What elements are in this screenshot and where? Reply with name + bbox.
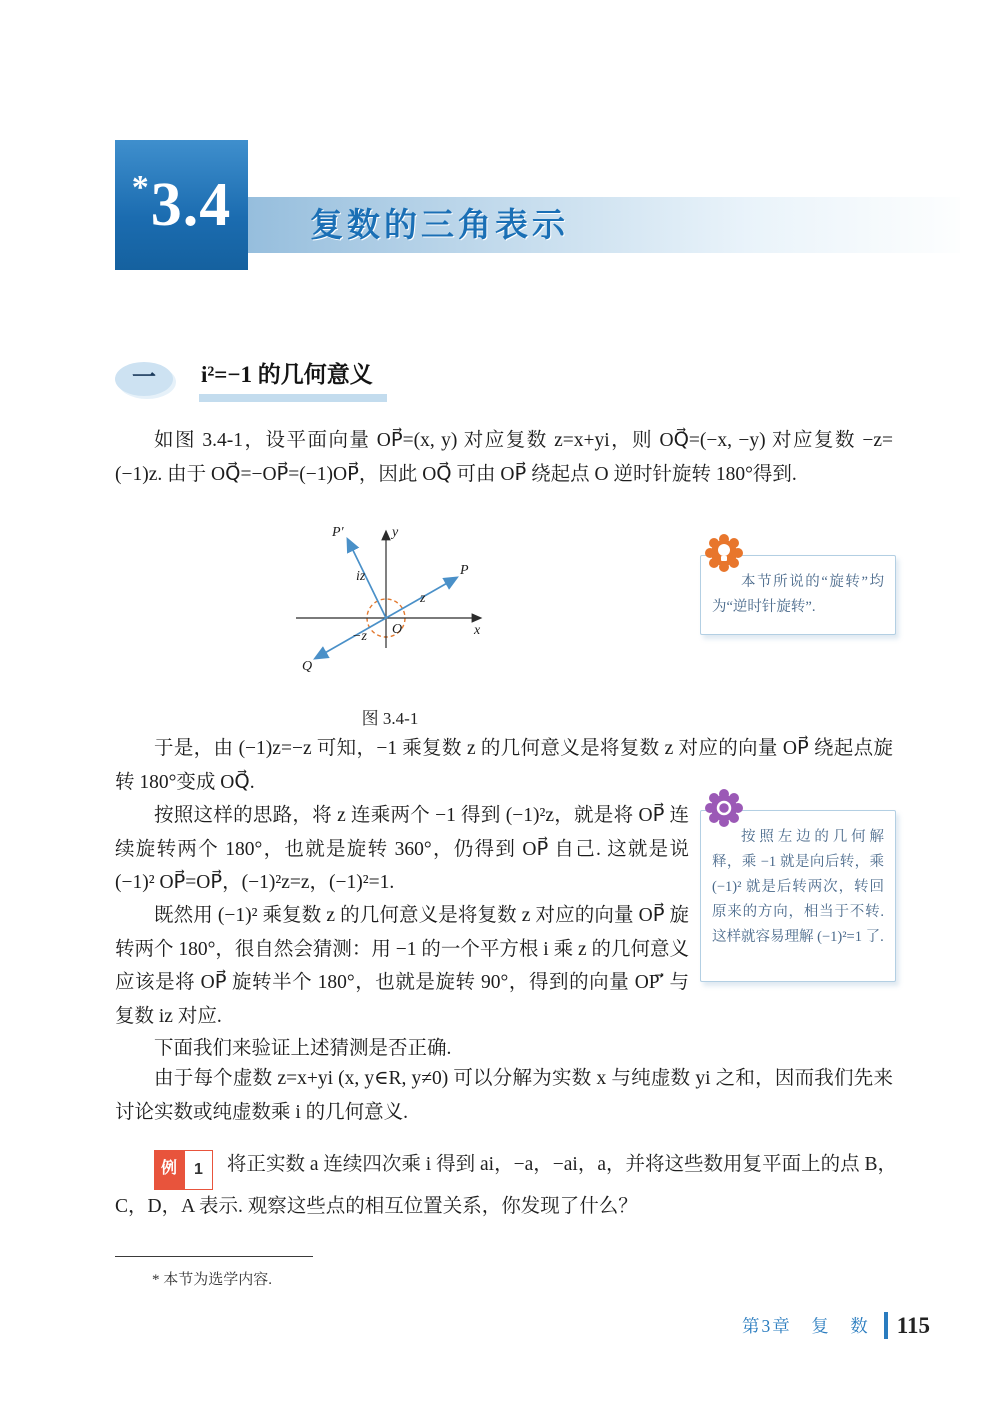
paragraph-4: 既然用 (−1)² 乘复数 z 的几何意义是将复数 z 对应的向量 OP⃗ 旋转两个 180°，很自然会猜测：用 −1 的一个平方根 i 乘 z 的几何意义应该是将 OP⃗ 旋转半个 180°，也就是旋转 90°，得到的向量 OP′⃗ 与复数 iz 对应. [115, 905, 689, 1027]
page-number: 115 [896, 1312, 930, 1338]
complex-plane-diagram [268, 520, 512, 700]
section-number-box [115, 140, 248, 270]
example-text: 将正实数 a 连续四次乘 i 得到 ai，−a，−ai，a，并将这些数用复平面上的点 B，C，D，A 表示. 观察这些点的相互位置关系，你发现了什么？ [115, 1154, 897, 1217]
section-number: 3.4 [150, 170, 232, 239]
y-axis-label: y [392, 525, 399, 540]
paragraph-6: 由于每个虚数 z=x+yi (x, y∈R, y≠0) 可以分解为实数 x 与纯虚数 yi 之和，因而我们先来讨论实数或纯虚数乘 i 的几何意义. [115, 1068, 893, 1123]
point-P-prime-label: P′ [332, 525, 344, 540]
chapter-title-strip [248, 197, 960, 253]
subsection-heading-row [115, 356, 387, 402]
x-axis-label: x [474, 623, 481, 638]
margin-note-explanation [700, 810, 896, 982]
example-badge-number: 1 [184, 1150, 213, 1190]
paragraph-5: 下面我们来验证上述猜测是否正确. [154, 1038, 452, 1059]
footer-divider-bar [884, 1312, 888, 1339]
origin-label: O [392, 622, 403, 637]
paragraph-1: 如图 3.4-1，设平面向量 OP⃗=(x, y) 对应复数 z=x+yi，则 OQ⃗=(−x, −y) 对应复数 −z=(−1)z. 由于 OQ⃗=−OP⃗=(−1)OP⃗，因此 OQ⃗ 可由 OP⃗ 绕起点 O 逆时针旋转 180°得到. [115, 430, 893, 485]
flower-icon [703, 787, 745, 829]
paragraph-2: 于是，由 (−1)z=−z 可知，−1 乘复数 z 的几何意义是将复数 z 对应的向量 OP⃗ 绕起点旋转 180°变成 OQ⃗. [115, 738, 893, 793]
figure-3-4-1 [268, 520, 512, 729]
page-footer [742, 1312, 930, 1339]
iz-label: iz [356, 569, 366, 584]
point-P-label: P [460, 563, 469, 578]
example-badge-label: 例 [154, 1150, 184, 1190]
example-1 [115, 1148, 897, 1223]
example-badge [154, 1150, 213, 1190]
point-Q-label: Q [302, 659, 313, 674]
neg-z-label: −z [352, 629, 367, 644]
vector-iz [348, 540, 386, 618]
footnote-divider [115, 1256, 313, 1257]
footer-chapter-label: 第3章 复 数 [742, 1316, 870, 1336]
figure-caption: 图 3.4-1 [361, 709, 419, 728]
margin-note-text: 按照左边的几何解释，乘 −1 就是向后转，乘 (−1)² 就是后转两次，转回原来的方向，相当于不转. 这样就容易理解 (−1)²=1 了. [712, 829, 884, 945]
lightbulb-icon [703, 532, 745, 574]
chapter-title: 复数的三角表示 [310, 206, 569, 243]
subsection-title: i²=−1 的几何意义 [199, 356, 387, 402]
paragraph-3: 按照这样的思路，将 z 连乘两个 −1 得到 (−1)²z，就是将 OP⃗ 连续旋转两个 180°，也就是旋转 360°，仍得到 OP⃗ 自己. 这就是说 (−1)² OP⃗=OP⃗，(−1)²z=z，(−1)²=1. [115, 805, 689, 893]
subsection-marker: 一 [115, 362, 173, 396]
vector-neg-z [316, 618, 386, 658]
footnote-text: * 本节为选学内容. [152, 1272, 273, 1288]
margin-note-text: 本节所说的“旋转”均为“逆时针旋转”. [712, 574, 884, 615]
margin-note-rotation [700, 555, 896, 635]
z-label: z [420, 591, 426, 606]
section-star: * [131, 169, 149, 206]
